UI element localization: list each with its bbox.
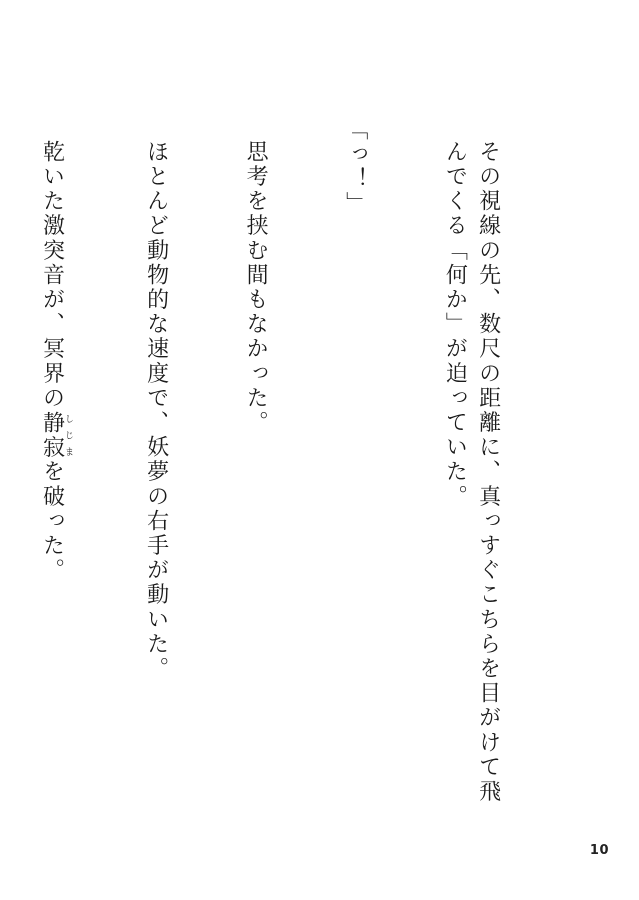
vertical-body-text (0, 118, 571, 818)
text-segment: を破った。 (39, 459, 65, 583)
ruby-reading: しじま (62, 410, 73, 460)
ruby-annotation (39, 410, 73, 460)
page-number: 10 (589, 843, 609, 858)
text-line: 「っ！」 (342, 118, 368, 217)
ruby-base: 静寂 (39, 410, 65, 460)
text-segment: 乾いた激突音が、冥界の (39, 140, 65, 411)
text-line-with-ruby (35, 118, 73, 818)
text-line: その視線の先、数尺の距離に、真っすぐこちらを目がけて飛んでくる「何か」が迫っていた。 (442, 140, 501, 805)
text-line: 思考を挟む間もなかった。 (243, 140, 269, 436)
text-line: ほとんど動物的な速度で、妖夢の右手が動いた。 (143, 140, 169, 682)
